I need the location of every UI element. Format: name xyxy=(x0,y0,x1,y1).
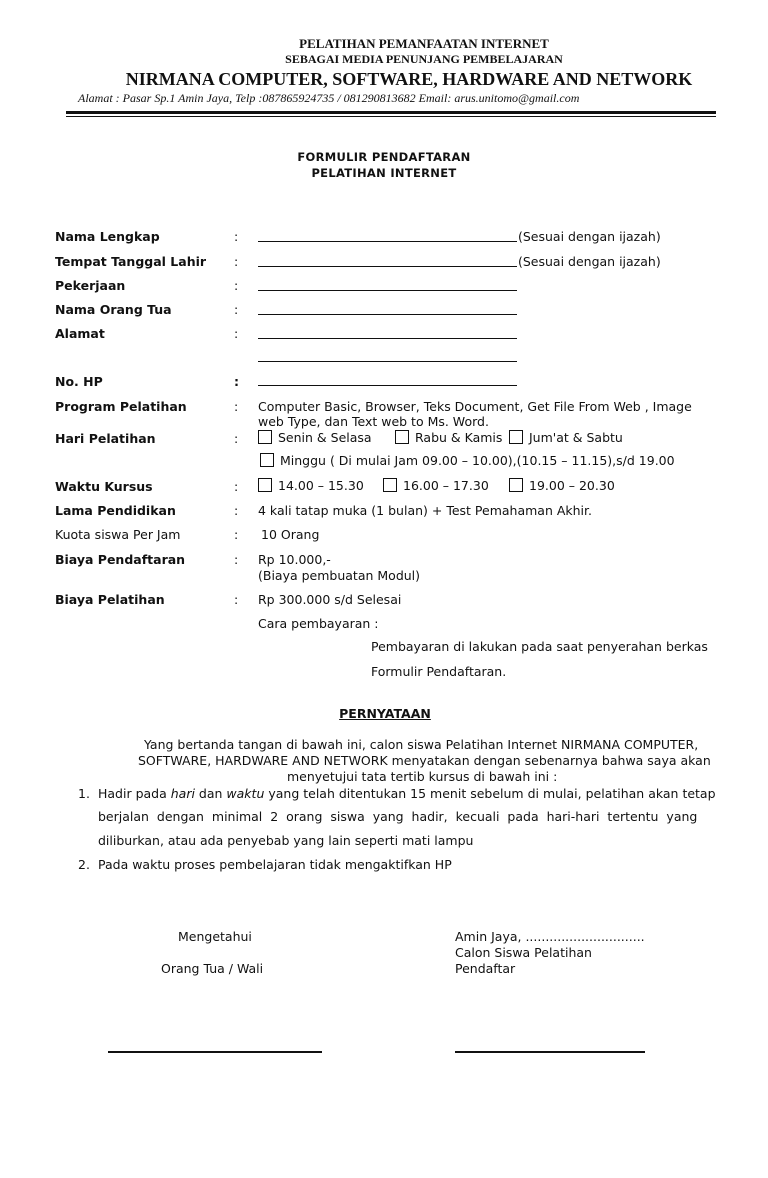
option-jumat-sabtu[interactable] xyxy=(509,430,623,445)
label-program: Program Pelatihan xyxy=(55,399,187,414)
pembayaran-line-1: Pembayaran di lakukan pada saat penyerahan berkas xyxy=(371,639,708,654)
pembayaran-label: Cara pembayaran : xyxy=(258,616,379,631)
colon: : xyxy=(234,479,239,494)
pernyataan-intro-3: menyetujui tata tertib kursus di bawah ini : xyxy=(287,769,558,784)
checkbox-icon[interactable] xyxy=(260,453,274,467)
company-address: Alamat : Pasar Sp.1 Amin Jaya, Telp :087865924735 / 081290813682 Email: arus.unitomo@gmail.com xyxy=(78,91,580,105)
input-hp[interactable] xyxy=(258,385,517,386)
pernyataan-intro-2: SOFTWARE, HARDWARE AND NETWORK menyatakan dengan sebenarnya bahwa saya akan xyxy=(138,753,711,768)
header-rule-thin xyxy=(66,116,716,117)
option-label: 19.00 – 20.30 xyxy=(529,478,615,493)
label-biaya-latih: Biaya Pelatihan xyxy=(55,592,165,607)
label-nama-lengkap: Nama Lengkap xyxy=(55,229,160,244)
pembayaran-line-2: Formulir Pendaftaran. xyxy=(371,664,507,679)
rule-1-text-b: yang telah ditentukan 15 menit sebelum di mulai, pelatihan akan tetap xyxy=(264,786,716,801)
colon: : xyxy=(234,503,239,518)
rule-2-number: 2. xyxy=(78,857,90,872)
option-waktu-2[interactable] xyxy=(383,478,489,493)
rule-1-line-2: berjalan dengan minimal 2 orang siswa yang hadir, kecuali pada hari-hari tertentu yang xyxy=(98,809,698,824)
input-alamat-1[interactable] xyxy=(258,338,517,339)
option-label: 14.00 – 15.30 xyxy=(278,478,364,493)
input-ttl[interactable] xyxy=(258,266,517,267)
option-senin-selasa[interactable] xyxy=(258,430,372,445)
pernyataan-title: PERNYATAAN xyxy=(339,706,431,721)
rule-1-text-a: Hadir pada xyxy=(98,786,171,801)
colon: : xyxy=(234,431,239,446)
option-label: Minggu ( Di mulai Jam 09.00 – 10.00),(10.15 – 11.15),s/d 19.00 xyxy=(280,453,675,468)
program-line-2: web Type, dan Text web to Ms. Word. xyxy=(258,414,489,429)
colon: : xyxy=(234,326,239,341)
input-alamat-2[interactable] xyxy=(258,361,517,362)
sign-right-role-1: Calon Siswa Pelatihan xyxy=(455,945,592,960)
colon: : xyxy=(234,527,239,542)
biaya-daftar-note: (Biaya pembuatan Modul) xyxy=(258,568,421,583)
checkbox-icon[interactable] xyxy=(258,478,272,492)
option-waktu-1[interactable] xyxy=(258,478,364,493)
sign-right-place-date: Amin Jaya, .............................. xyxy=(455,929,645,944)
rule-1-dan: dan xyxy=(194,786,227,801)
option-label: Jum'at & Sabtu xyxy=(529,430,623,445)
sign-right-role-2: Pendaftar xyxy=(455,961,516,976)
checkbox-icon[interactable] xyxy=(383,478,397,492)
label-ttl: Tempat Tanggal Lahir xyxy=(55,254,207,269)
label-kuota: Kuota siswa Per Jam xyxy=(55,527,181,542)
rule-1-line-1 xyxy=(98,786,716,801)
colon: : xyxy=(234,278,239,293)
company-name: NIRMANA COMPUTER, SOFTWARE, HARDWARE AND NETWORK xyxy=(125,69,693,89)
checkbox-icon[interactable] xyxy=(509,478,523,492)
header-line-1: PELATIHAN PEMANFAATAN INTERNET xyxy=(299,36,549,51)
label-hp: No. HP xyxy=(55,374,103,389)
note-nama-lengkap: (Sesuai dengan ijazah) xyxy=(518,229,661,244)
program-line-1: Computer Basic, Browser, Teks Document, Get File From Web , Image xyxy=(258,399,692,414)
option-rabu-kamis[interactable] xyxy=(395,430,502,445)
option-label: 16.00 – 17.30 xyxy=(403,478,489,493)
colon: : xyxy=(234,399,239,414)
label-orang-tua: Nama Orang Tua xyxy=(55,302,172,317)
label-hari: Hari Pelatihan xyxy=(55,431,156,446)
form-title-2: PELATIHAN INTERNET xyxy=(311,166,457,180)
form-title-1: FORMULIR PENDAFTARAN xyxy=(297,150,471,164)
input-orang-tua[interactable] xyxy=(258,314,517,315)
colon: : xyxy=(234,302,239,317)
label-biaya-daftar: Biaya Pendaftaran xyxy=(55,552,186,567)
biaya-daftar-value: Rp 10.000,- xyxy=(258,552,331,567)
rule-2-text: Pada waktu proses pembelajaran tidak mengaktifkan HP xyxy=(98,857,452,872)
option-label: Rabu & Kamis xyxy=(415,430,503,445)
header-line-2: SEBAGAI MEDIA PENUNJANG PEMBELAJARAN xyxy=(285,52,563,66)
sign-left-role: Orang Tua / Wali xyxy=(161,961,264,976)
colon: : xyxy=(234,592,239,607)
colon: : xyxy=(234,552,239,567)
label-alamat: Alamat xyxy=(55,326,105,341)
checkbox-icon[interactable] xyxy=(509,430,523,444)
input-pekerjaan[interactable] xyxy=(258,290,517,291)
header-rule-thick xyxy=(66,111,716,114)
pernyataan-intro-1: Yang bertanda tangan di bawah ini, calon siswa Pelatihan Internet NIRMANA COMPUTER, xyxy=(144,737,699,752)
option-minggu[interactable] xyxy=(260,453,675,468)
checkbox-icon[interactable] xyxy=(258,430,272,444)
signature-line-right[interactable] xyxy=(455,1051,645,1053)
note-ttl: (Sesuai dengan ijazah) xyxy=(518,254,661,269)
option-label: Senin & Selasa xyxy=(278,430,372,445)
lama-value: 4 kali tatap muka (1 bulan) + Test Pemahaman Akhir. xyxy=(258,503,592,518)
rule-1-hari: hari xyxy=(170,786,195,801)
rule-1-number: 1. xyxy=(78,786,90,801)
checkbox-icon[interactable] xyxy=(395,430,409,444)
label-waktu: Waktu Kursus xyxy=(55,479,153,494)
sign-left-title: Mengetahui xyxy=(178,929,252,944)
label-lama: Lama Pendidikan xyxy=(55,503,176,518)
rule-1-line-3: diliburkan, atau ada penyebab yang lain seperti mati lampu xyxy=(98,833,474,848)
colon: : xyxy=(234,374,239,389)
colon: : xyxy=(234,229,239,244)
label-pekerjaan: Pekerjaan xyxy=(55,278,126,293)
signature-line-left[interactable] xyxy=(108,1051,322,1053)
colon: : xyxy=(234,254,239,269)
kuota-value: 10 Orang xyxy=(261,527,320,542)
rule-1-waktu: waktu xyxy=(226,786,265,801)
input-nama-lengkap[interactable] xyxy=(258,241,517,242)
option-waktu-3[interactable] xyxy=(509,478,615,493)
biaya-latih-value: Rp 300.000 s/d Selesai xyxy=(258,592,402,607)
